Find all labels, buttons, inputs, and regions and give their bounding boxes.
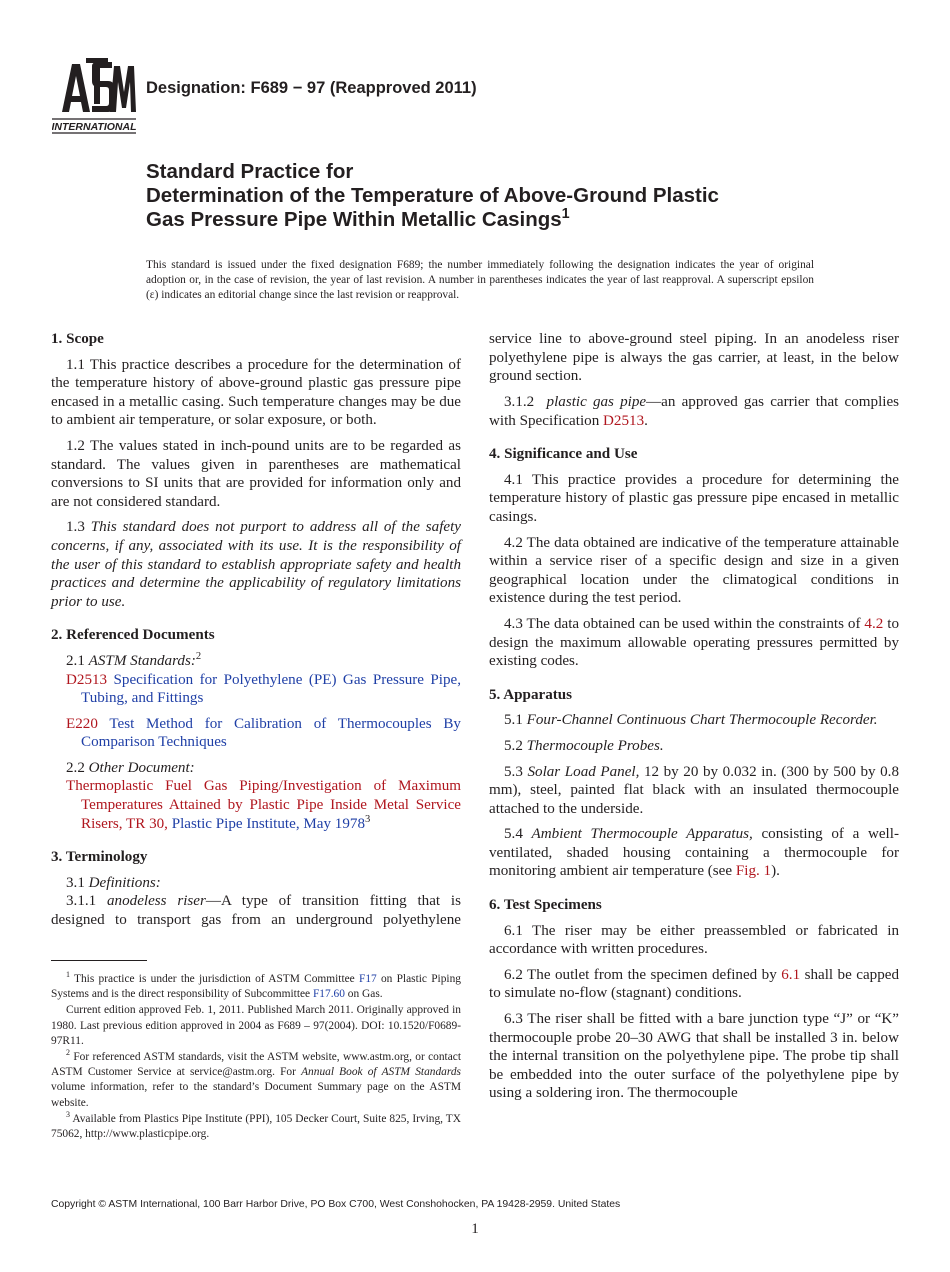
designation: Designation: F689 − 97 (Reapproved 2011) <box>146 79 477 97</box>
title-line-3: Gas Pressure Pipe Within Metallic Casings$^1$ <box>146 206 570 231</box>
para-3-1-2: 3.1.2 plastic gas pipe—an approved gas carrier that complies with Specification D2513. <box>489 394 900 429</box>
para-2-2: 2.2 Other Document: <box>66 759 195 776</box>
para-3-1-1-clone: service line to above-ground steel piping. In an anodeless riser polyethylene pipe is always the gas carrier, at least, in the below ground section. <box>489 331 899 385</box>
ref-link-f17-60[interactable]: F17.60 <box>312 988 345 1001</box>
page-number: 1 <box>471 1221 479 1237</box>
para-4-1: 4.1 This practice provides a procedure for determining the temperature history of plastic gas pressure pipe encased in metallic casings. <box>489 471 899 525</box>
ref-link-4-2[interactable]: 4.2 <box>864 615 884 632</box>
footnote-1-edition: Current edition approved Feb. 1, 2011. Published March 2011. Originally approved in 1980. Last previous edition approved in 2004 as F689 – 97(2004). DOI: 10.1520/F0689-97R11. <box>51 1004 461 1047</box>
ref-link-fig-1[interactable]: Fig. 1 <box>735 863 772 880</box>
astm-logo <box>52 56 136 134</box>
section-heading-scope: 1. Scope <box>51 331 104 347</box>
footnote-3: $^3$ Available from Plastics Pipe Institute (PPI), 105 Decker Court, Suite 825, Irving, TX 75062, http://www.plasticpipe.org. <box>51 1110 461 1141</box>
section-heading-apparatus: 5. Apparatus <box>489 686 573 703</box>
para-2-1: 2.1 ASTM Standards:$^2$ <box>66 650 202 669</box>
para-5-4: 5.4 Ambient Thermocouple Apparatus, consisting of a well-ventilated, shaded housing containing a thermocouple for monitoring ambient air temperature (see Fig. 1). <box>489 826 899 880</box>
para-3-1-1-part-a: 3.1.1 anodeless riser—A type of transition fitting that is designed to transport gas from an underground polyethylene <box>51 893 461 929</box>
document-title <box>146 160 866 232</box>
para-4-2: 4.2 The data obtained are indicative of the temperature attainable within a service riser of a specific design and size in a given geographical location under the climatogical conditions in existence during the test period. <box>489 534 899 607</box>
para-3-1: 3.1 Definitions: <box>66 874 161 891</box>
para-5-2: 5.2 Thermocouple Probes. <box>504 737 664 754</box>
section-heading-terminology: 3. Terminology <box>51 849 148 866</box>
title-line-2: Determination of the Temperature of Above-Ground Plastic <box>146 184 719 207</box>
logo-subtext: INTERNATIONAL <box>52 121 136 133</box>
para-4-3: 4.3 The data obtained can be used within the constraints of 4.2 to design the maximum allowable operating pressures permitted by existing codes. <box>489 615 899 670</box>
section-heading-referenced: 2. Referenced Documents <box>51 627 215 644</box>
copyright: Copyright © ASTM International, 100 Barr Harbor Drive, PO Box C700, West Conshohocken, PA 19428-2959. United States <box>51 1199 621 1210</box>
left-column <box>51 330 461 929</box>
right-column <box>489 330 899 1110</box>
ref-link-6-1[interactable]: 6.1 <box>781 966 801 983</box>
para-6-2: 6.2 The outlet from the specimen defined by 6.1 shall be capped to simulate no-flow (stagnant) conditions. <box>489 966 900 1002</box>
ref-link-d2513[interactable]: D2513 <box>603 412 645 429</box>
para-1-3: 1.3 This standard does not purport to address all of the safety concerns, if any, associated with its use. It is the responsibility of the user of this standard to establish appropriate safety and health practices and determine the applicability of regulatory limitations prior to use. <box>51 519 461 610</box>
para-1-1: 1.1 This practice describes a procedure for the determination of the temperature history of above-ground plastic gas pressure pipe encased in a metallic casing. Such temperature changes may be due to ambient air temperature, or solar exposure, or both. <box>51 356 461 429</box>
ref-e220[interactable]: E220 Test Method for Calibration of Thermocouples By Comparison Techniques <box>66 715 461 751</box>
section-heading-significance: 4. Significance and Use <box>489 446 638 463</box>
ref-link-f17[interactable]: F17 <box>358 973 377 985</box>
footnote-rule <box>51 960 147 961</box>
title-line-1: Standard Practice for <box>146 160 354 183</box>
ref-tr30[interactable]: Thermoplastic Fuel Gas Piping/Investigation of Maximum Temperatures Attained by Plastic Pipe Inside Metal Service Risers, TR 30, Plastic Pipe Institute, May 1978$^3$ <box>66 778 461 832</box>
para-5-1: 5.1 Four-Channel Continuous Chart Thermocouple Recorder. <box>504 712 878 729</box>
issue-note: This standard is issued under the fixed designation F689; the number immediately following the designation indicates the year of original adoption or, in the case of revision, the year of last revision. A number in parentheses indicates the year of last reapproval. A superscript epsilon (ε) indicates an editorial change since the last revision or reapproval. <box>146 259 814 302</box>
ref-d2513[interactable]: D2513 Specification for Polyethylene (PE) Gas Pressure Pipe, Tubing, and Fittings <box>66 671 461 707</box>
footnote-1: $^1$ This practice is under the jurisdiction of ASTM Committee F17 on Plastic Piping Systems and is the direct responsibility of Subcommittee F17.60 on Gas. <box>51 970 461 1001</box>
para-3-1-1-continued <box>489 330 899 386</box>
footnote-2: $^2$ For referenced ASTM standards, visit the ASTM website, www.astm.org, or contact ASTM Customer Service at service@astm.org. For Annual Book of ASTM Standards volume information, refer to the standard’s Document Summary page on the ASTM website. <box>51 1048 461 1109</box>
footnotes <box>51 972 461 1143</box>
para-6-1: 6.1 The riser may be either preassembled or fabricated in accordance with written procedures. <box>489 922 899 958</box>
section-heading-specimens: 6. Test Specimens <box>489 897 602 914</box>
para-1-2: 1.2 The values stated in inch-pound units are to be regarded as standard. The values given in parentheses are mathematical conversions to SI units that are provided for information only and are not considered standard. <box>51 437 461 510</box>
para-6-3: 6.3 The riser shall be fitted with a bare junction type “J” or “K” thermocouple probe 20–30 AWG that shall be installed 3 in. below the internal transition on the polyethylene pipe. The probe tip shall be embedded into the outer surface of the polyethylene pipe by using a soldering iron. The thermocouple <box>489 1011 899 1102</box>
para-5-3: 5.3 Solar Load Panel, 12 by 20 by 0.032 in. (300 by 500 by 0.8 mm), steel, painted flat black with an insulated thermocouple attached to the underside. <box>489 763 899 817</box>
title-footnote-mark: 1 <box>561 206 570 223</box>
